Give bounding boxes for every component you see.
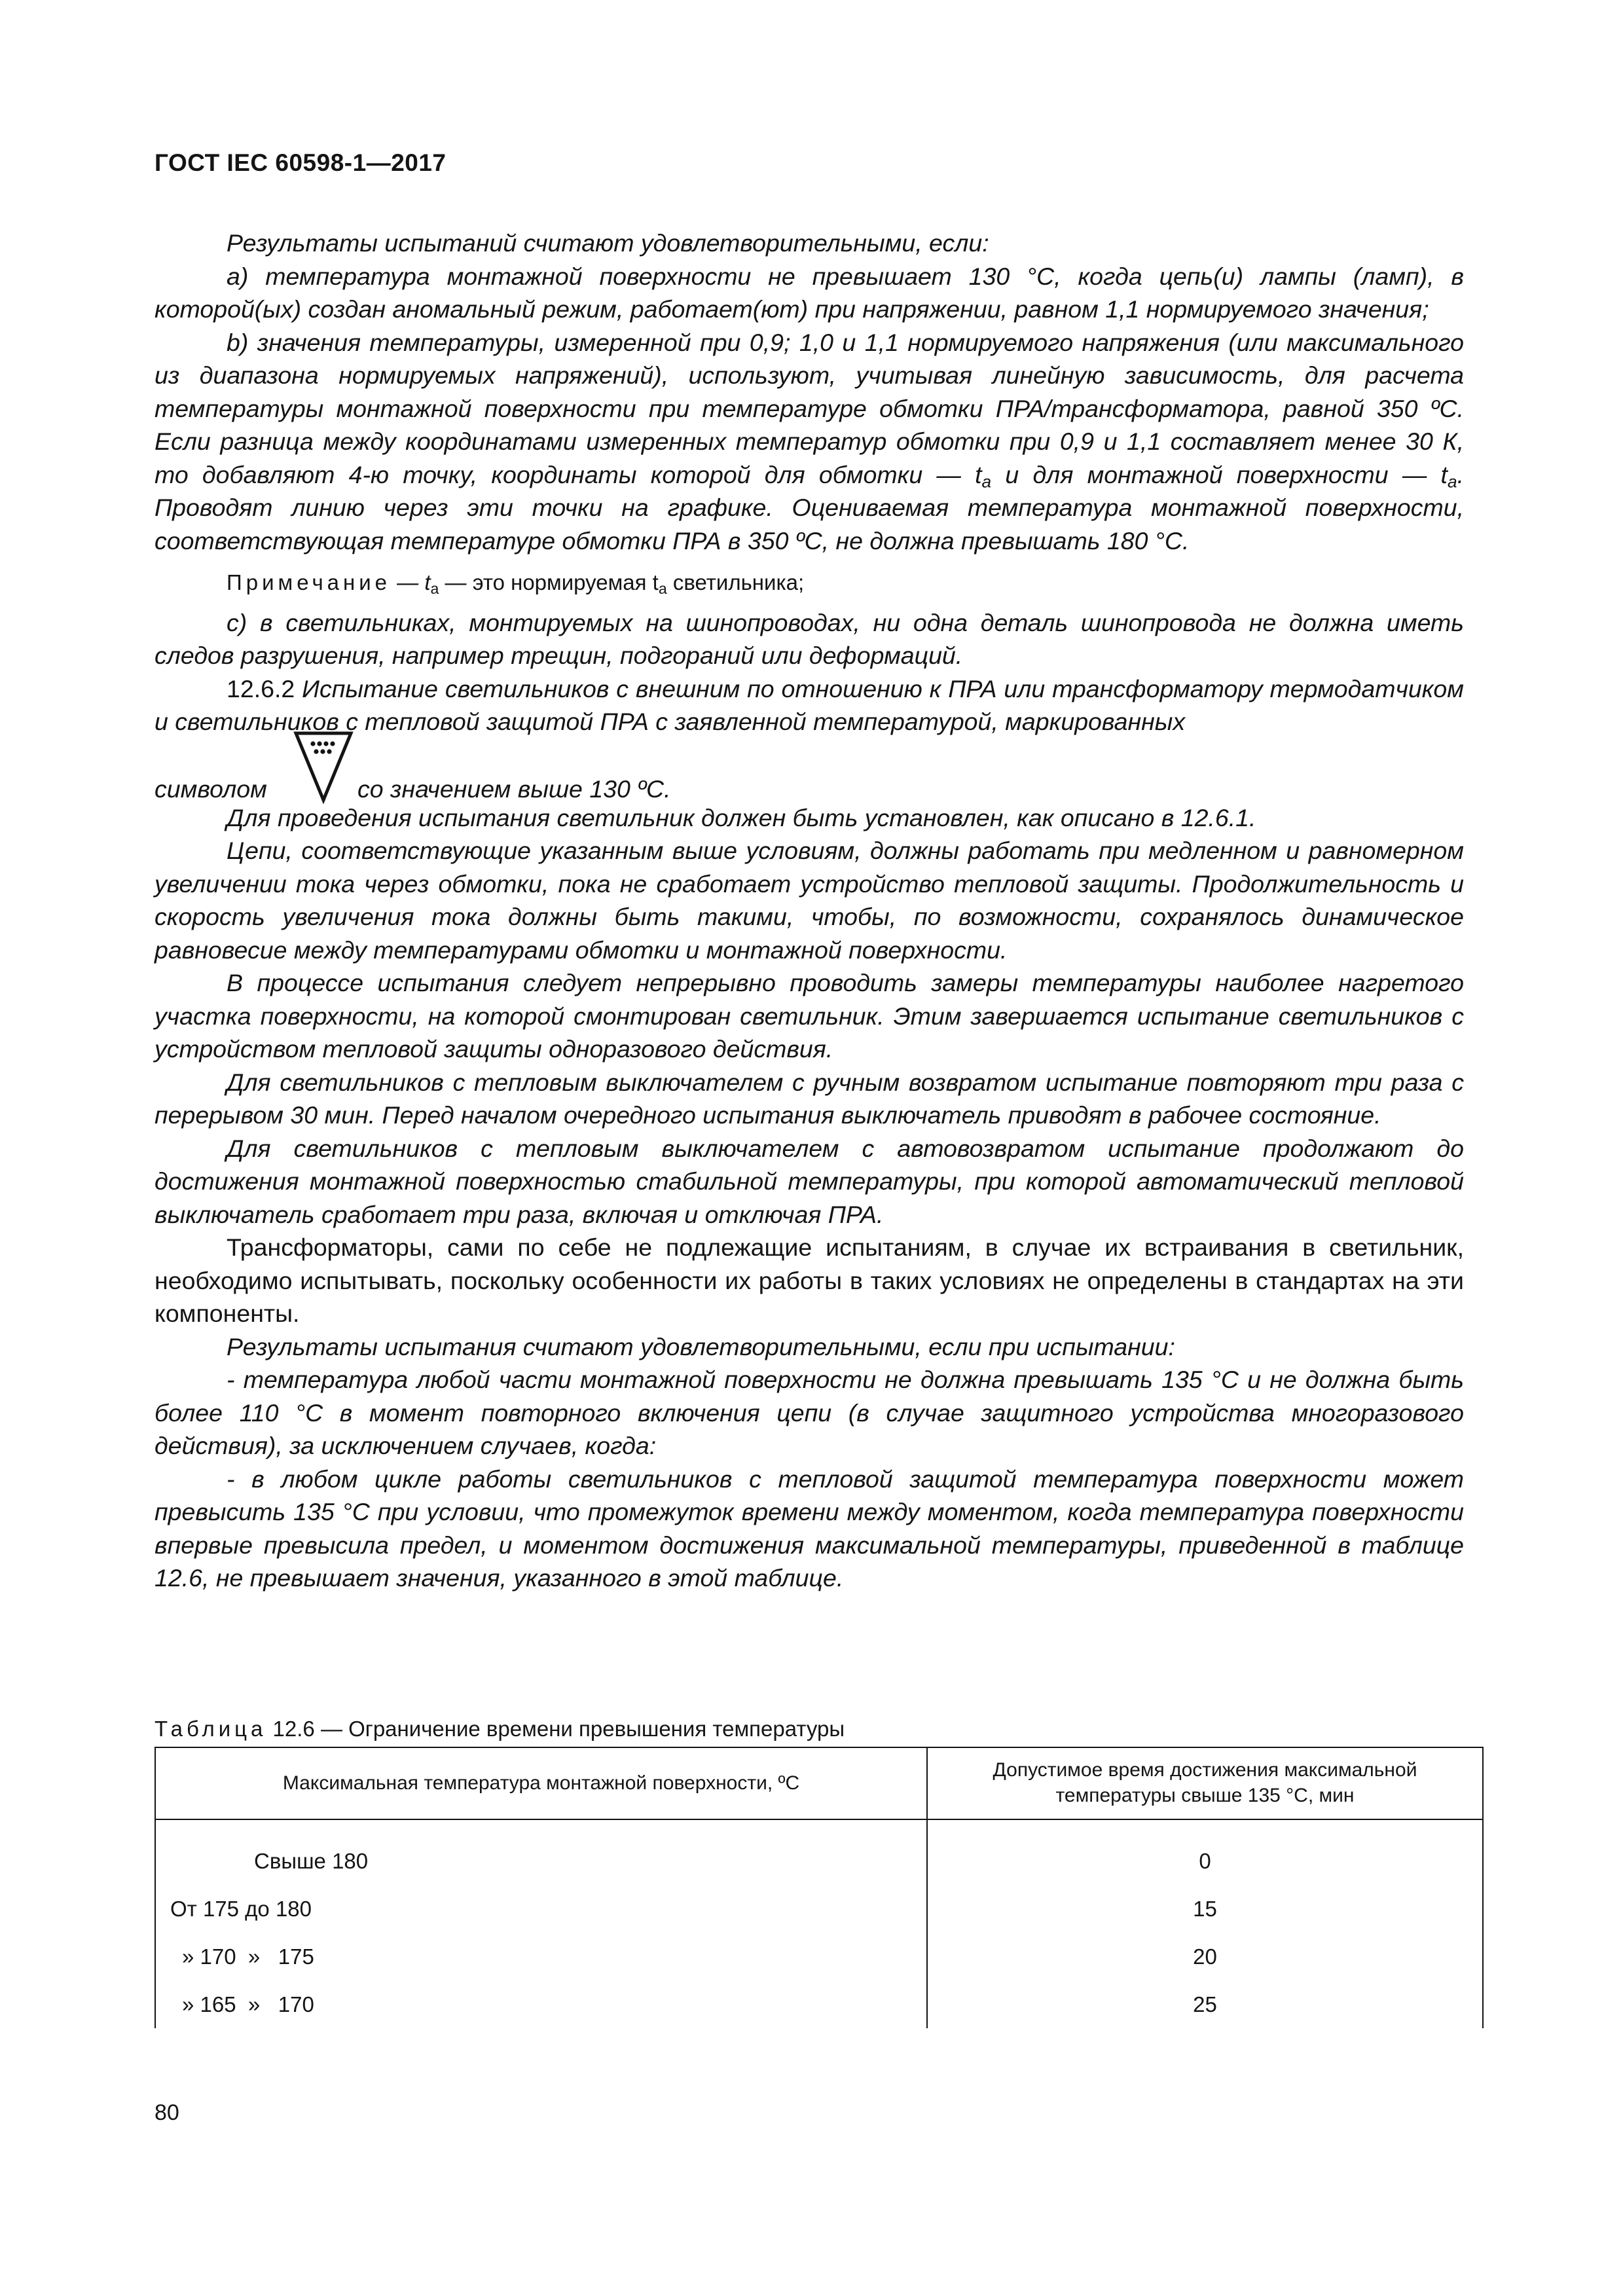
paragraph: - температура любой части монтажной поверхности не должна превышать 135 °С и не должна быть более 110 °С в момент повторного включения цепи (в случае защитного устройства многоразового действия), за исключением случаев, когда: (155, 1366, 1464, 1459)
clause-number: 12.6.2 (227, 674, 302, 702)
table-cell: 15 (1193, 1896, 1217, 1921)
table-row (155, 1933, 1483, 1980)
table-row (155, 1819, 1483, 1885)
column-header: Максимальная температура монтажной поверхности, ºС (155, 1747, 927, 1819)
paragraph: Для проведения испытания светильник должен быть установлен, как описано в 12.6.1. (227, 803, 1256, 831)
column-header: Допустимое время достижения максимальной температуры свыше 135 °С, мин (927, 1747, 1483, 1819)
table-cell: 20 (1193, 1944, 1217, 1969)
paragraph: Цепи, соответствующие указанным выше условиям, должны работать при медленном и равномерном увеличении тока через обмотки, пока не сработает устройство тепловой защиты. Продолжительность и скорость увеличения тока должны быть такими, чтобы, по возможности, сохранялось динамическое равновесие между температурами обмотки и монтажной поверхности. (155, 837, 1464, 964)
table-cell: 25 (1193, 1992, 1217, 2016)
table-cell: » 170 » 175 (155, 1933, 927, 1980)
table-row (155, 1980, 1483, 2028)
table-cell: 0 (1199, 1848, 1211, 1873)
paragraph: Для светильников с тепловым выключателем с ручным возвратом испытание повторяют три раза с перерывом 30 мин. Перед началом очередного испытания выключатель приводят в рабочее состояние. (155, 1068, 1464, 1129)
paragraph: b) значения температуры, измеренной при 0,9; 1,0 и 1,1 нормируемого напряжения (или максимального из диапазона нормируемых напряжений), используют, учитывая линейную зависимость, для расчета температуры монтажной поверхности при температуре обмотки ПРА/трансформатора, равной 350 ºС. Если разница между координатами измеренных температур обмотки при 0,9 и 1,1 составляет менее 30 К, то добавляют 4-ю точку, координаты которой для обмотки — $t_a$ и для монтажной поверхности — $t_a$. Проводят линию через эти точки на графике. Оцениваемая температура монтажной поверхности, соответствующая температуре обмотки ПРА в 350 ºС, не должна превышать 180 °С. (155, 328, 1464, 555)
table-row (155, 1885, 1483, 1933)
paragraph: с) в светильниках, монтируемых на шинопроводах, ни одна деталь шинопровода не должна иметь следов разрушения, например трещин, подгораний или деформаций. (155, 608, 1464, 669)
paragraph: 12.6.2 Испытание светильников с внешним по отношению к ПРА или трансформатору термодатчиком и светильников с тепловой защитой ПРА с заявленной температурой, маркированных (155, 674, 1464, 735)
symbol-line: символом со значением выше 130 ºС. (155, 738, 1464, 801)
document-header: ГОСТ IEC 60598-1—2017 (155, 149, 447, 176)
paragraph: а) температура монтажной поверхности не превышает 130 °С, когда цепь(и) лампы (ламп), в которой(ых) создан аномальный режим, работает(ют) при напряжении, равном 1,1 нормируемого значения; (155, 262, 1464, 323)
paragraph: Трансформаторы, сами по себе не подлежащие испытаниям, в случае их встраивания в светильник, необходимо испытывать, поскольку особенности их работы в таких условиях не определены в стандартах на эти компоненты. (155, 1233, 1464, 1327)
table-cell: От 175 до 180 (155, 1885, 927, 1933)
table-caption: Таблица 12.6 — Ограничение времени превышения температуры (155, 1717, 845, 1741)
table-cell: » 165 » 170 (155, 1980, 927, 2028)
document-body (155, 227, 1464, 1595)
paragraph: Результаты испытаний считают удовлетворительными, если: (227, 229, 989, 257)
paragraph: Для светильников с тепловым выключателем с автовозвратом испытание продолжают до достижения монтажной поверхностью стабильной температуры, при которой автоматический тепловой выключатель сработает три раза, включая и отключая ПРА. (155, 1134, 1464, 1228)
paragraph: Результаты испытания считают удовлетворительными, если при испытании: (227, 1332, 1175, 1360)
triangle-dotted-icon (292, 727, 355, 804)
paragraph: В процессе испытания следует непрерывно проводить замеры температуры наиболее нагретого участка поверхности, на которой смонтирован светильник. Этим завершается испытание светильников с устройством тепловой защиты одноразового действия. (155, 969, 1464, 1063)
note: Примечание — $t_a$ — это нормируемая $t_a$ светильника; (227, 570, 805, 597)
table-header-row (155, 1747, 1483, 1819)
note-label: Примечание (227, 570, 392, 594)
table-cell: Свыше 180 (155, 1819, 927, 1885)
paragraph: - в любом цикле работы светильников с тепловой защитой температура поверхности может превысить 135 °С при условии, что промежуток времени между моментом, когда температура поверхности впервые превысила предел, и моментом достижения максимальной температуры, приведенной в таблице 12.6, не превышает значения, указанного в этой таблице. (155, 1465, 1464, 1592)
temperature-time-table (155, 1747, 1484, 2028)
page-number: 80 (155, 2100, 179, 2125)
